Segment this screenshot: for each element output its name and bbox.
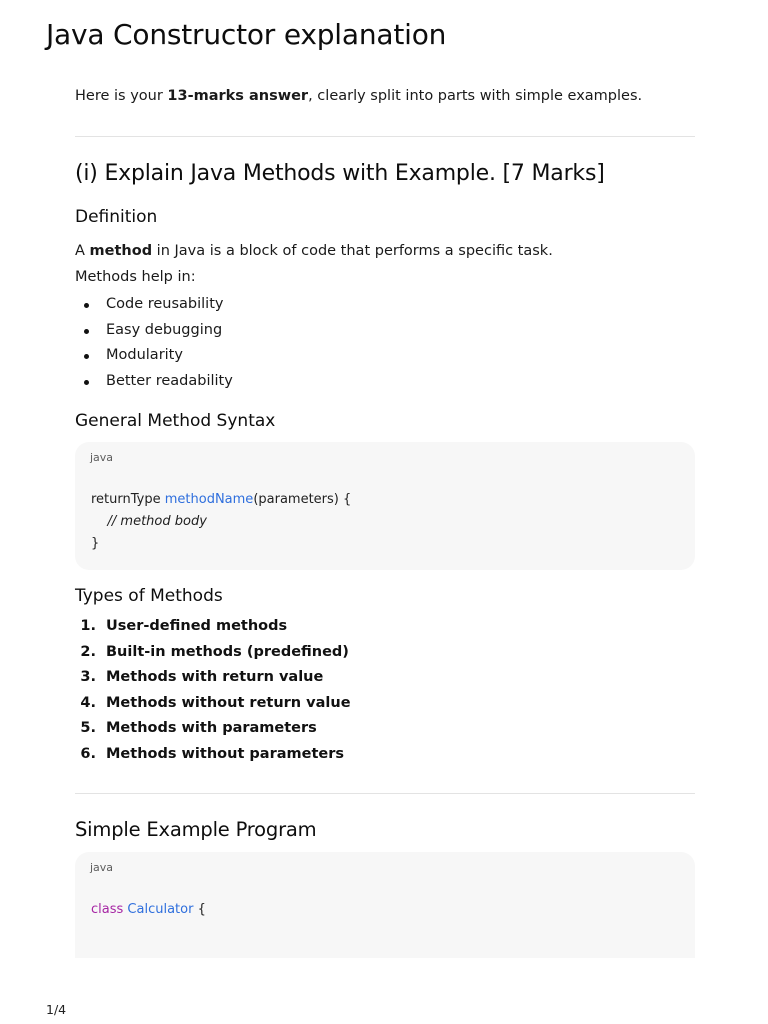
list-item-text: Methods with parameters <box>106 720 317 737</box>
list-item <box>75 640 351 666</box>
code-line <box>91 492 351 507</box>
list-item-text: Methods with return value <box>106 669 324 686</box>
list-number: 3. <box>80 669 96 686</box>
list-item: Modularity <box>75 343 233 369</box>
intro-paragraph <box>75 88 642 104</box>
syntax-heading: General Method Syntax <box>75 411 276 431</box>
divider <box>75 136 695 137</box>
intro-bold: 13-marks answer <box>167 88 309 104</box>
code-keyword: class <box>91 902 124 917</box>
list-item <box>75 691 351 717</box>
definition-text <box>75 238 553 264</box>
helps-text: Methods help in: <box>75 269 196 285</box>
syntax-code-block <box>75 442 695 570</box>
divider <box>75 793 695 794</box>
section-heading: (i) Explain Java Methods with Example. [7 Marks] <box>75 161 605 186</box>
list-number: 2. <box>80 643 96 660</box>
list-number: 6. <box>80 745 96 762</box>
list-item: Better readability <box>75 369 233 395</box>
list-item: Code reusability <box>75 292 233 318</box>
list-item <box>75 614 351 640</box>
list-number: 4. <box>80 694 96 711</box>
code-function-name: methodName <box>164 492 254 507</box>
code-language-label: java <box>90 861 114 874</box>
example-heading: Simple Example Program <box>75 818 317 841</box>
list-item <box>75 665 351 691</box>
code-class-name: Calculator <box>127 902 194 917</box>
definition-article: A <box>75 243 90 259</box>
types-list <box>75 614 351 768</box>
definition-rest: in Java is a block of code that performs a specific task. <box>152 243 553 259</box>
benefits-list <box>75 292 233 395</box>
list-item: Easy debugging <box>75 318 233 344</box>
intro-prefix: Here is your <box>75 88 168 104</box>
definition-heading: Definition <box>75 207 158 227</box>
document-title: Java Constructor explanation <box>46 18 447 51</box>
list-item-text: Methods without return value <box>106 694 351 711</box>
code-line: } <box>91 536 100 551</box>
page-number: 1/4 <box>46 1002 67 1017</box>
list-number: 1. <box>80 618 96 634</box>
code-token: { <box>193 902 206 917</box>
list-item-text: User-defined methods <box>106 618 288 634</box>
definition-term: method <box>89 243 153 259</box>
intro-suffix: , clearly split into parts with simple examples. <box>308 88 643 104</box>
list-item <box>75 716 351 742</box>
code-line <box>91 902 206 917</box>
code-comment: // method body <box>91 514 207 529</box>
code-language-label: java <box>90 451 114 464</box>
list-item-text: Methods without parameters <box>106 745 345 762</box>
code-token: returnType <box>91 492 165 507</box>
list-number: 5. <box>80 720 96 737</box>
example-code-block <box>75 852 695 958</box>
types-heading: Types of Methods <box>75 586 223 606</box>
code-token: (parameters) { <box>253 492 352 507</box>
list-item-text: Built-in methods (predefined) <box>106 643 349 660</box>
list-item <box>75 742 351 768</box>
